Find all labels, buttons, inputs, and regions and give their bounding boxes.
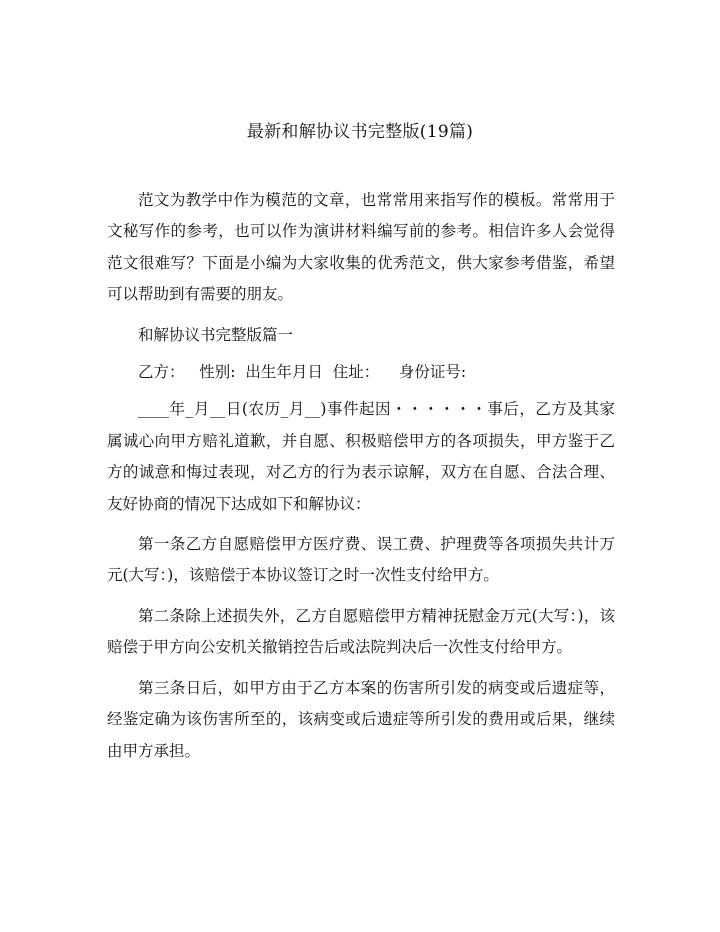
event-paragraph: ____年_月__日(农历_月__)事件起因・・・・・・事后，乙方及其家属诚心向甲方赔礼道歉，并自愿、积极赔偿甲方的各项损失，甲方鉴于乙方的诚意和悔过表现，对乙方的行为表示谅解，双方在自愿、合法合理、友好协商的情况下达成如下和解协议：	[107, 400, 615, 513]
article-one: 第一条乙方自愿赔偿甲方医疗费、误工费、护理费等各项损失共计万元(大写：)，该赔偿于本协议签订之时一次性支付给甲方。	[107, 535, 615, 585]
party-info-line: 乙方： 性别: 出生年月日 住址： 身份证号:	[138, 363, 467, 382]
section-heading: 和解协议书完整版篇一	[138, 325, 294, 344]
article-two: 第二条除上述损失外，乙方自愿赔偿甲方精神抚慰金万元(大写：)，该赔偿于甲方向公安机关撤销控告后或法院判决后一次性支付给甲方。	[107, 606, 615, 657]
document-title: 最新和解协议书完整版(19篇)	[246, 122, 474, 142]
article-three: 第三条日后，如甲方由于乙方本案的伤害所引发的病变或后遗症等，经鉴定确为该伤害所至的，该病变或后遗症等所引发的费用或后果，继续由甲方承担。	[107, 678, 615, 760]
document-body	[107, 185, 615, 776]
intro-paragraph: 范文为教学中作为模范的文章，也常常用来指写作的模板。常常用于文秘写作的参考，也可以作为演讲材料编写前的参考。相信许多人会觉得范文很难写？下面是小编为大家收集的优秀范文，供大家参考借鉴，希望可以帮助到有需要的朋友。	[107, 191, 615, 304]
